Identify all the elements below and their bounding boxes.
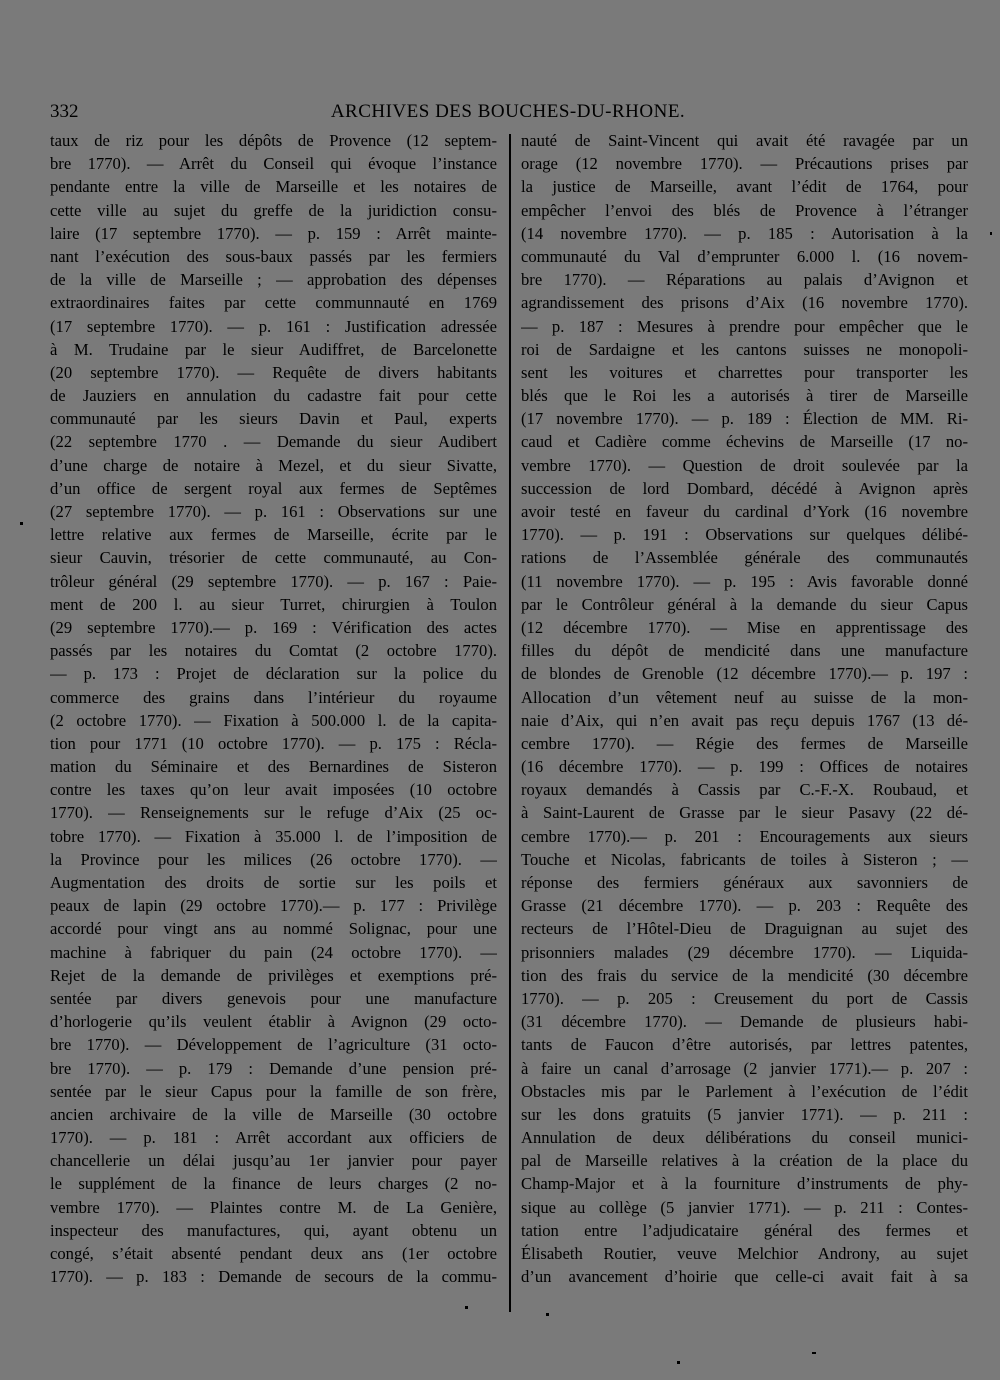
text-line: naie d’Aix, qui n’en avait pas reçu depuis 1767 (13 dé- <box>521 710 968 730</box>
text-line: vembre 1770). — Plaintes contre M. de La Genière, <box>50 1197 497 1217</box>
text-line: tants de Faucon d’être autorisés, par lettres patentes, <box>521 1035 968 1055</box>
text-line: mation du Séminaire et des Bernardines de Sisteron <box>50 757 497 777</box>
text-line: sieur Cauvin, trésorier de cette communauté, au Con- <box>50 548 497 568</box>
text-line: caud et Cadière comme échevins de Marseille (17 no- <box>521 432 968 452</box>
text-line: agrandissement des prisons d’Aix (16 novembre 1770). <box>521 293 968 313</box>
text-line: contre les taxes qu’on leur avait imposées (10 octobre <box>50 780 497 800</box>
text-line: extraordinaires faites par cette communnauté en 1769 <box>50 293 497 313</box>
text-line: Augmentation des droits de sortie sur les poils et <box>50 873 497 892</box>
text-line: bre 1770). — p. 179 : Demande d’une pension pré- <box>50 1058 497 1078</box>
print-speck <box>677 1361 680 1364</box>
text-line: congé, s’était absenté pendant deux ans (1er octobre <box>50 1244 497 1263</box>
text-line: rations de l’Assemblée générale des communautés <box>521 548 968 568</box>
text-line: royaux demandés à Cassis par C.-F.-X. Roubaud, et <box>521 780 968 800</box>
text-line: (12 décembre 1770). — Mise en apprentissage des <box>521 617 968 637</box>
text-line: avoir testé en faveur du cardinal d’York (16 novembre <box>521 502 968 521</box>
text-line: sentée par le sieur Capus pour la famille de son frère, <box>50 1081 497 1101</box>
text-line: (17 septembre 1770). — p. 161 : Justification adressée <box>50 316 497 336</box>
text-line: (31 décembre 1770). — Demande de plusieurs habi- <box>521 1012 968 1032</box>
text-line: accordé pour vingt ans au nommé Solignac, pour une <box>50 919 497 939</box>
text-line: filles du dépôt de mendicité dans une manufacture <box>521 641 968 661</box>
page-header <box>48 101 968 127</box>
text-line: le supplément de la finance de leurs charges (2 no- <box>50 1174 497 1194</box>
text-line: pal de Marseille relatives à la création de la place du <box>521 1151 968 1171</box>
text-line: passés par les notaires du Comtat (2 octobre 1770). <box>50 641 497 661</box>
text-line: prisonniers malades (29 décembre 1770). — Liquida- <box>521 942 968 962</box>
text-line: d’un avancement d’hoirie que celle-ci avait fait à sa <box>521 1267 968 1287</box>
print-speck <box>546 1313 549 1316</box>
text-line: nauté de Saint-Vincent qui avait été ravagée par un <box>521 131 968 150</box>
text-line: (17 novembre 1770). — p. 189 : Élection de MM. Ri- <box>521 409 968 429</box>
text-line: (14 novembre 1770). — p. 185 : Autorisation à la <box>521 223 968 243</box>
text-line: pendante entre la ville de Marseille et les notaires de <box>50 177 497 197</box>
text-line: 1770). — p. 181 : Arrêt accordant aux officiers de <box>50 1128 497 1148</box>
text-line: bre 1770). — Développement de l’agriculture (31 octo- <box>50 1035 497 1055</box>
print-speck <box>812 1352 816 1354</box>
text-line: Annulation de deux délibérations du conseil munici- <box>521 1128 968 1148</box>
text-line: communauté du Val d’emprunter 6.000 l. (16 novem- <box>521 246 968 266</box>
text-line: succession de lord Dombard, décédé à Avignon après <box>521 478 968 498</box>
text-line: d’un office de sergent royal aux fermes de Septêmes <box>50 478 497 498</box>
text-line: trôleur général (29 septembre 1770). — p. 167 : Paie- <box>50 571 497 591</box>
text-line: Grasse (21 décembre 1770). — p. 203 : Requête des <box>521 896 968 916</box>
text-line: à M. Trudaine par le sieur Audiffret, de Barcelonette <box>50 339 497 359</box>
print-speck <box>20 522 23 525</box>
page-number: 332 <box>50 101 79 122</box>
text-line: Allocation d’un vêtement neuf au suisse de la mon- <box>521 687 968 707</box>
text-line: recteurs de l’Hôtel-Dieu de Draguignan au sujet des <box>521 919 968 939</box>
text-line: de blondes de Grenoble (12 décembre 1770).— p. 197 : <box>521 664 968 684</box>
text-line: cembre 1770). — Régie des fermes de Marseille <box>521 733 968 753</box>
text-line: sentée par divers genevois pour une manufacture <box>50 988 497 1008</box>
running-title: ARCHIVES DES BOUCHES-DU-RHONE. <box>330 101 686 122</box>
text-line: (27 septembre 1770). — p. 161 : Observations sur une <box>50 502 497 521</box>
text-line: la justice de Marseille, avant l’édit de 1764, pour <box>521 177 968 197</box>
text-line: nant l’exécution des sous-baux passés par les fermiers <box>50 246 497 266</box>
text-line: par le Contrôleur général à la demande du sieur Capus <box>521 594 968 614</box>
text-line: cette ville au sujet du greffe de la juridiction consu- <box>50 200 497 220</box>
text-line: taux de riz pour les dépôts de Provence (12 septem- <box>50 131 497 150</box>
text-line: vembre 1770). — Question de droit soulevée par la <box>521 455 968 475</box>
text-line: de la ville de Marseille ; — approbation des dépenses <box>50 270 497 290</box>
text-line: empêcher l’envoi des blés de Provence à l’étranger <box>521 200 968 220</box>
text-line: commerce des grains dans l’intérieur du royaume <box>50 687 497 707</box>
text-line: sent les voitures et charrettes pour transporter les <box>521 362 968 382</box>
text-line: ancien archivaire de la ville de Marseille (30 octobre <box>50 1104 497 1124</box>
text-line: — p. 187 : Mesures à prendre pour empêcher que le <box>521 316 968 336</box>
text-line: (20 septembre 1770). — Requête de divers habitants <box>50 362 497 382</box>
text-line: à faire un canal d’arrosage (2 janvier 1771).— p. 207 : <box>521 1058 968 1078</box>
text-line: (16 décembre 1770). — p. 199 : Offices de notaires <box>521 757 968 777</box>
left-text-column <box>50 129 497 1288</box>
text-line: — p. 173 : Projet de déclaration sur la police du <box>50 664 497 684</box>
text-line: communauté par les sieurs Davin et Paul, experts <box>50 409 497 429</box>
text-line: (11 novembre 1770). — p. 195 : Avis favorable donné <box>521 571 968 591</box>
text-line: blés que le Roi les a autorisés à tirer de Marseille <box>521 386 968 406</box>
print-speck <box>990 232 992 235</box>
text-line: sique au collège (5 janvier 1771). — p. 211 : Contes- <box>521 1197 968 1217</box>
text-line: 1770). — p. 191 : Observations sur quelques délibé- <box>521 525 968 545</box>
text-line: tion des frais du service de la mendicité (30 décembre <box>521 965 968 985</box>
text-line: tion pour 1771 (10 octobre 1770). — p. 175 : Récla- <box>50 733 497 753</box>
text-line: ment de 200 l. au sieur Turret, chirurgien à Toulon <box>50 594 497 614</box>
text-line: d’une charge de notaire à Mezel, et du sieur Sivatte, <box>50 455 497 475</box>
text-line: tobre 1770). — Fixation à 35.000 l. de l’imposition de <box>50 826 497 846</box>
column-divider <box>509 134 511 1312</box>
text-line: peaux de lapin (29 octobre 1770).— p. 177 : Privilège <box>50 896 497 916</box>
text-line: orage (12 novembre 1770). — Précautions prises par <box>521 154 968 174</box>
print-speck <box>465 1306 468 1309</box>
text-line: bre 1770). — Réparations au palais d’Avignon et <box>521 270 968 290</box>
text-line: lettre relative aux fermes de Marseille, écrite par le <box>50 525 497 545</box>
text-line: chancellerie un délai jusqu’au 1er janvier pour payer <box>50 1151 497 1171</box>
text-line: sur les dons gratuits (5 janvier 1771). — p. 211 : <box>521 1104 968 1124</box>
text-line: 1770). — p. 205 : Creusement du port de Cassis <box>521 988 968 1008</box>
text-line: la Province pour les milices (26 octobre 1770). — <box>50 849 497 869</box>
text-line: Champ-Major et à la fourniture d’instruments de phy- <box>521 1174 968 1194</box>
text-line: machine à fabriquer du pain (24 octobre 1770). — <box>50 942 497 962</box>
text-line: Obstacles mis par le Parlement à l’exécution de l’édit <box>521 1081 968 1101</box>
text-line: inspecteur des manufactures, qui, ayant obtenu un <box>50 1220 497 1240</box>
text-line: roi de Sardaigne et les cantons suisses ne monopoli- <box>521 339 968 359</box>
text-line: Touche et Nicolas, fabricants de toiles à Sisteron ; — <box>521 849 968 869</box>
text-line: (2 octobre 1770). — Fixation à 500.000 l. de la capita- <box>50 710 497 730</box>
text-line: (29 septembre 1770).— p. 169 : Vérification des actes <box>50 617 497 637</box>
text-line: 1770). — p. 183 : Demande de secours de la commu- <box>50 1267 497 1287</box>
text-line: 1770). — Renseignements sur le refuge d’Aix (25 oc- <box>50 803 497 823</box>
text-line: Élisabeth Routier, veuve Melchior Androny, au sujet <box>521 1244 968 1263</box>
text-line: réponse des fermiers généraux aux savonniers de <box>521 873 968 892</box>
text-line: laire (17 septembre 1770). — p. 159 : Arrêt mainte- <box>50 223 497 243</box>
text-line: Rejet de la demande de privilèges et exemptions pré- <box>50 965 497 985</box>
text-line: cembre 1770).— p. 201 : Encouragements aux sieurs <box>521 826 968 846</box>
text-line: d’horlogerie qu’ils veulent établir à Avignon (29 octo- <box>50 1012 497 1032</box>
text-line: tation entre l’adjudicataire général des fermes et <box>521 1220 968 1240</box>
text-line: de Jauziers en annulation du cadastre fait pour cette <box>50 386 497 406</box>
right-text-column <box>521 129 968 1288</box>
text-line: (22 septembre 1770 . — Demande du sieur Audibert <box>50 432 497 452</box>
text-line: à Saint-Laurent de Grasse par le sieur Pasavy (22 dé- <box>521 803 968 823</box>
text-line: bre 1770). — Arrêt du Conseil qui évoque l’instance <box>50 154 497 174</box>
